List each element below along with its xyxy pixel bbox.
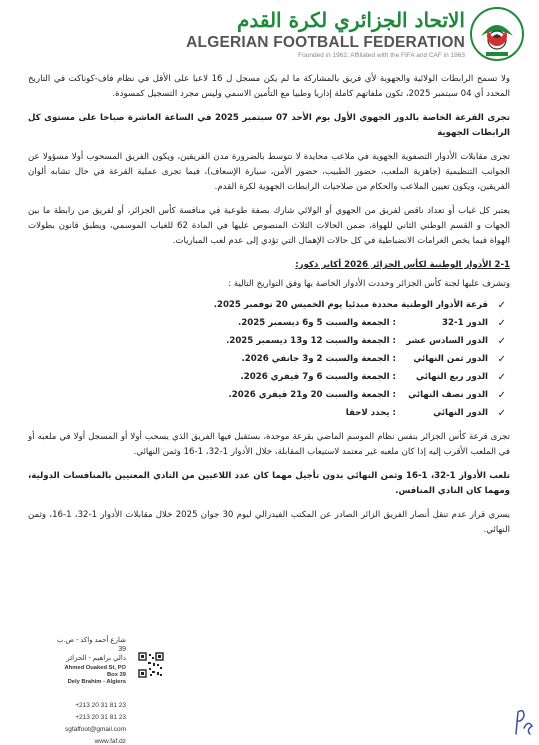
paragraph-no-postponement: تلعب الأدوار 1-32، 1-16 وثمن النهائي بدون تأجيل مهما كان عدد اللاعبين من النادي المعنيين بالمنافسات الدولية، ومهما كان النادي المنافس. [28, 471, 510, 496]
schedule-dates: : الجمعة والسبت 12 و13 ديسمبر 2025. [226, 335, 396, 346]
schedule-dates: : الجمعة والسبت 5 و6 ديسمبر 2025. [238, 317, 396, 328]
check-icon: ✓ [497, 353, 506, 365]
qr-code-icon [138, 652, 164, 678]
paragraph-fans-ban: يسري قرار عدم تنقل أنصار الفريق الزائر الصادر عن المكتب الفيدرالي ليوم 30 جوان 2025 خلال مقابلات الأدوار 1-32، 1-16، وثمن النهائي. [28, 510, 510, 535]
schedule-round: الدور 1-32 [442, 317, 488, 328]
list-item [28, 332, 506, 350]
list-item [28, 296, 506, 314]
list-item [28, 368, 506, 386]
paragraph-committee: وتشرف عليها لجنة كأس الجزائر وحددت الأدوار الخاصة بها وفق التواريخ التالية : [228, 279, 510, 289]
document-body [28, 72, 510, 547]
footer-email: sgfaffoot@gmail.com [64, 726, 126, 733]
footer-address-en-1: Ahmed Ouaked St, PO Box 39 [64, 665, 126, 678]
paragraph-neutral-venues: تجرى مقابلات الأدوار التصفوية الجهوية في ملاعب محايدة لا تتوسط بالضرورة مدن الفريقين، ويكون الفريق المسحوب أولا مسؤولا عن الجوانب التنظيمية (جاهزية الملعب، حضور الطبيب، حضور الأمن، سيارة الإسعاف)، فيما تجرى عملية القرعة في حال تشابه ألوان الفريقين، ويكون تعيين الملاعب والحكام من صلاحيات الرابطات الجهوية لكرة القدم. [28, 152, 510, 192]
schedule-dates: : الجمعة والسبت 20 و21 فيفري 2026. [228, 389, 396, 400]
schedule-round: الدور نصف النهائي [408, 389, 488, 400]
schedule-dates: : الجمعة والسبت 6 و7 فيفري 2026. [240, 371, 396, 382]
list-item [28, 350, 506, 368]
paragraph-draw-system: تجرى قرعة كأس الجزائر بنفس نظام الموسم الماضي بقرعة موحدة، بستقبل فيها الفريق الذي يسحب أولا أو المسجل أولا في ملعبه أو في الملعب الأقرب إليه إذا كان ملعبه غير معتمد لاستيعاب المقابلة، خلال الأدوار 1-32، 1-16 وثمن النهائي. [28, 432, 510, 457]
paragraph-registration: ولا تسمح الرابطات الولائية والجهوية لأي فريق بالمشاركة ما لم يكن مسجل ل 16 لاعبا على الأقل في نظام فاف-كوناكت في التاريخ المحدد أي 04 سبتمبر 2025، تكون ملفاتهم كاملة إداريا وطبيا مع التأمين الاسمي وليس مجرد التسجيل كمسودة. [28, 74, 510, 99]
footer-phone-1: +213 20 31 81 23 [75, 702, 126, 709]
check-icon: ✓ [497, 389, 506, 401]
schedule-dates: : يحدد لاحقا [345, 407, 396, 418]
schedule-text: قرعة الأدوار الوطنية محددة مبدئيا يوم الخميس 20 نوفمبر 2025. [213, 299, 488, 310]
check-icon: ✓ [497, 407, 506, 419]
letterhead [0, 4, 539, 68]
check-icon: ✓ [497, 299, 506, 311]
schedule-round: الدور السادس عشر [406, 335, 488, 346]
list-item [28, 404, 506, 422]
paragraph-absence: يعتبر كل غياب أو تعداد ناقص لفريق من الجهوي أو الولائي شارك بصفة طوعية في منافسة كأس الجزائر، أو لفريق من رابطة ما بين الجهات و القسم الوطني الثاني للهواة، ضمن الحالات الثلاث المنصوص عليها في المادة 62 للغياب الموسمي، ويطبق قانون بطولات الهواة فيما يخص الغرامات الانضباطية في كل حالات الإهمال التي تؤدي إلى عدم لعب المباريات. [28, 206, 510, 246]
footer-address-en-2: Dely Brahim - Algiers [67, 679, 126, 685]
schedule-round: الدور ربع النهائي [416, 371, 488, 382]
footer-address-ar-1: شارع أحمد واكد - ص.ب 39 [57, 637, 126, 653]
faf-emblem-icon [469, 6, 525, 62]
footer-phone-2: +213 20 31 81 23 [75, 714, 126, 721]
footer-website: www.faf.dz [94, 738, 126, 745]
check-icon: ✓ [497, 335, 506, 347]
list-item [28, 314, 506, 332]
schedule-list [28, 296, 510, 422]
list-item [28, 386, 506, 404]
paragraph-regional-draw: تجرى القرعة الخاصة بالدور الجهوي الأول يوم الأحد 07 سبتمبر 2025 في الساعة العاشرة صباحا على مستوى كل الرابطات الجهوية [28, 113, 510, 138]
footer-address-ar-2: دالي براهيم - الجزائر [66, 655, 126, 662]
schedule-round: الدور ثمن النهائي [413, 353, 488, 364]
schedule-dates: : الجمعة والسبت 2 و3 جانفي 2026. [241, 353, 396, 364]
schedule-round: الدور النهائي [433, 407, 488, 418]
check-icon: ✓ [497, 317, 506, 329]
signature-icon [512, 706, 536, 738]
org-name-ar: الاتحاد الجزائري لكرة القدم [236, 8, 465, 32]
section-title: 2-1 الأدوار الوطنية لكأس الجزائر 2026 أكابر ذكور: [295, 260, 510, 270]
footer-contact [56, 636, 126, 745]
check-icon: ✓ [497, 371, 506, 383]
org-name-en: ALGERIAN FOOTBALL FEDERATION [186, 34, 465, 51]
org-founded: Founded in 1962, Affiliated with the FIFA and CAF in 1963 [298, 52, 465, 59]
